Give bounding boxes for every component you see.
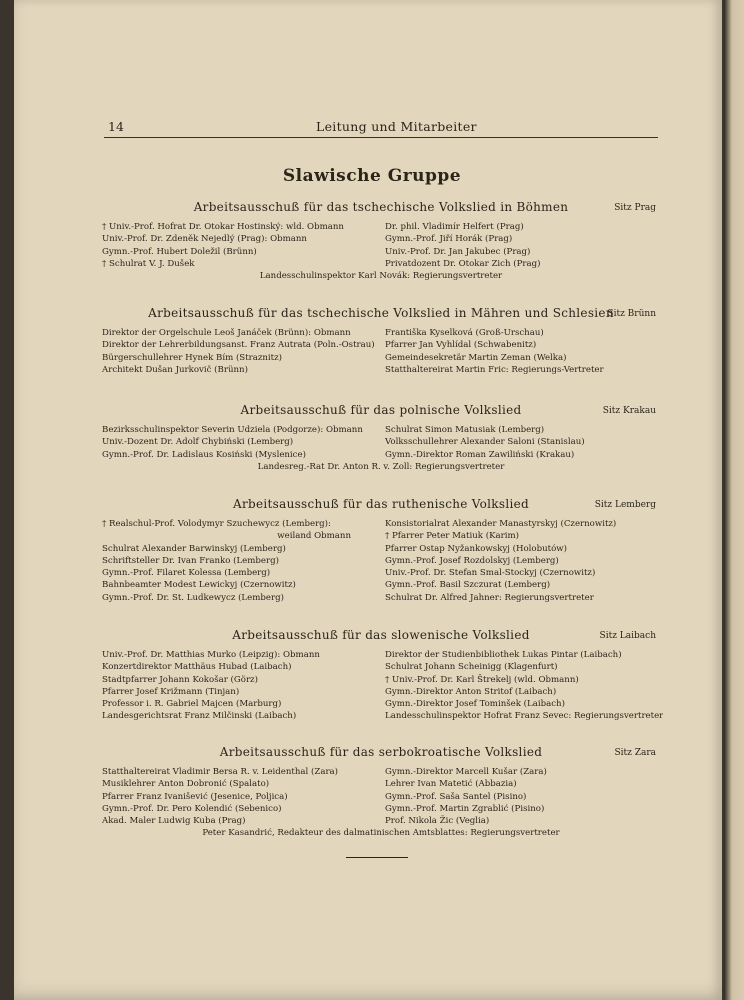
group-title: Slawische Gruppe <box>282 166 462 186</box>
committee-heading <box>102 498 660 518</box>
member-entry: Gymn.-Direktor Josef Tominšek (Laibach) <box>385 699 565 710</box>
committee-title: Arbeitsausschuß für das ruthenische Volkslied <box>233 497 529 511</box>
government-representative: Landesreg.-Rat Dr. Anton R. v. Zoll: Regierungsvertreter <box>257 461 505 472</box>
committee-section <box>102 628 664 723</box>
member-entry: Konsistorialrat Alexander Manastyrskyj (Czernowitz) <box>385 519 617 529</box>
member-entry: Gymn.-Prof. Basil Szczurat (Lemberg) <box>385 580 551 591</box>
page-number: 14 <box>108 119 124 134</box>
member-entry: Bürgerschullehrer Hynek Bím (Straznitz) <box>102 352 283 363</box>
committee-title: Arbeitsausschuß für das tschechische Volkslied in Mähren und Schlesien <box>148 306 614 320</box>
member-entry: Gemeindesekretär Martin Zeman (Welka) <box>385 352 567 363</box>
member-entry: Landesschulinspektor Hofrat Franz Sevec: Regierungsvertreter <box>385 711 664 722</box>
page-header <box>104 117 658 138</box>
member-entry: Pfarrer Josef Križmann (Tinjan) <box>102 686 240 697</box>
member-entry: Konzertdirektor Matthäus Hubad (Laibach) <box>102 662 292 673</box>
member-entry: † Pfarrer Peter Matiuk (Karim) <box>385 531 519 542</box>
member-entry: Gymn.-Prof. Dr. Pero Kolendić (Sebenico) <box>102 803 282 814</box>
member-entry: Gymn.-Direktor Roman Zawiliński (Krakau) <box>385 449 575 460</box>
committee-heading <box>102 404 660 424</box>
member-entry: Gymn.-Prof. Martin Zgrablić (Pisino) <box>385 803 545 814</box>
committee-seat: Sitz Lemberg <box>594 500 656 510</box>
member-entry: Gymn.-Prof. Dr. St. Ludkewycz (Lemberg) <box>102 592 284 603</box>
member-entry: Univ.-Dozent Dr. Adolf Chybiński (Lemberg) <box>102 437 294 448</box>
member-entry: Professor i. R. Gabriel Majcen (Marburg) <box>102 699 282 710</box>
member-entry: † Realschul-Prof. Volodymyr Szuchewycz (Lemberg): <box>102 519 331 529</box>
committee-title: Arbeitsausschuß für das slowenische Volkslied <box>232 628 530 642</box>
member-entry: Statthaltereirat Vladimir Bersa R. v. Leidenthal (Zara) <box>102 767 339 777</box>
member-entry: Schulrat Alexander Barwinskyj (Lemberg) <box>102 543 286 554</box>
committee-seat: Sitz Krakau <box>602 406 656 416</box>
member-entry: Schulrat Johann Scheinigg (Klagenfurt) <box>385 662 558 673</box>
member-entry: Gymn.-Prof. Filaret Kolessa (Lemberg) <box>102 568 271 579</box>
member-entry: Schriftsteller Dr. Ivan Franko (Lemberg) <box>102 555 279 566</box>
member-entry: † Univ.-Prof. Dr. Karl Štrekelj (wld. Obmann) <box>385 674 579 685</box>
member-entry: Pfarrer Ostap Nyžankowskyj (Holobutów) <box>385 543 567 554</box>
member-column-right <box>381 424 660 461</box>
member-column-right <box>381 327 660 376</box>
member-column-right <box>381 649 663 723</box>
member-entry: Musiklehrer Anton Dobronić (Spalato) <box>102 779 270 790</box>
member-entry: Gymn.-Direktor Marcell Kušar (Zara) <box>385 767 547 777</box>
member-entry: Gymn.-Prof. Jiří Horák (Prag) <box>385 234 513 245</box>
member-entry: Univ.-Prof. Dr. Matthias Murko (Leipzig): Obmann <box>102 650 320 660</box>
member-entry: Bahnbeamter Modest Lewickyj (Czernowitz) <box>102 580 296 591</box>
member-entry: Gymn.-Prof. Dr. Ladislaus Kosiński (Myslenice) <box>102 449 306 460</box>
member-entry: Univ.-Prof. Dr. Jan Jakubec (Prag) <box>385 246 531 257</box>
committee-seat: Sitz Laibach <box>599 631 656 641</box>
running-title: Leitung und Mitarbeiter <box>316 119 477 134</box>
member-entry: Statthaltereirat Martin Fric: Regierungs-Vertreter <box>385 364 604 375</box>
government-representative: Landesschulinspektor Karl Novák: Regierungsvertreter <box>259 271 503 282</box>
committee-section <box>102 404 660 473</box>
committee-section <box>102 498 660 604</box>
member-column-right <box>381 766 660 827</box>
member-entry: Landesgerichtsrat Franz Milčinski (Laibach) <box>102 711 297 722</box>
member-column-left <box>102 518 381 604</box>
member-entry: Volksschullehrer Alexander Saloni (Stanislau) <box>385 437 585 448</box>
committee-seat: Sitz Zara <box>614 748 656 758</box>
committee-section <box>102 746 660 840</box>
member-entry: † Univ.-Prof. Hofrat Dr. Otokar Hostinský: wld. Obmann <box>102 222 344 232</box>
closing-rule <box>346 857 408 858</box>
committee-heading <box>102 746 660 766</box>
member-entry: † Schulrat V. J. Dušek <box>102 258 195 269</box>
committee-seat: Sitz Prag <box>614 203 656 213</box>
member-entry: Františka Kyselková (Groß-Urschau) <box>385 328 544 338</box>
committee-title: Arbeitsausschuß für das tschechische Volkslied in Böhmen <box>193 200 569 214</box>
member-entry: Akad. Maler Ludwig Kuba (Prag) <box>102 816 246 827</box>
member-entry: Privatdozent Dr. Otokar Zich (Prag) <box>385 258 541 269</box>
member-entry: Dr. phil. Vladimír Helfert (Prag) <box>385 222 524 232</box>
member-column-left <box>102 766 381 827</box>
member-entry: weiland Obmann <box>277 531 351 542</box>
committee-title: Arbeitsausschuß für das polnische Volkslied <box>240 403 522 417</box>
member-column-left <box>102 649 381 723</box>
member-column-right <box>381 221 660 270</box>
member-entry: Stadtpfarrer Johann Kokošar (Görz) <box>102 674 258 685</box>
member-entry: Architekt Dušan Jurkovič (Brünn) <box>102 364 248 375</box>
member-entry: Univ.-Prof. Dr. Stefan Smal-Stockyj (Czernowitz) <box>385 568 596 579</box>
member-column-left <box>102 327 381 376</box>
member-entry: Gymn.-Prof. Josef Rozdolskyj (Lemberg) <box>385 555 559 566</box>
government-representative: Peter Kasandrić, Redakteur des dalmatinischen Amtsblattes: Regierungsvertreter <box>202 828 560 839</box>
member-entry: Pfarrer Jan Vyhlídal (Schwabenitz) <box>385 340 537 351</box>
member-entry: Prof. Nikola Žic (Veglia) <box>385 816 490 827</box>
member-column-right <box>381 518 660 604</box>
member-entry: Pfarrer Franz Ivanišević (Jesenice, Poljica) <box>102 791 288 802</box>
committee-seat: Sitz Brünn <box>607 309 656 319</box>
member-entry: Direktor der Studienbibliothek Lukas Pintar (Laibach) <box>385 650 622 660</box>
member-entry: Gymn.-Prof. Saša Santel (Pisino) <box>385 791 527 802</box>
committee-heading <box>102 307 660 327</box>
member-entry: Bezirksschulinspektor Severin Udziela (Podgorze): Obmann <box>102 425 363 435</box>
member-entry: Univ.-Prof. Dr. Zdeněk Nejedlý (Prag): Obmann <box>102 234 307 245</box>
member-entry: Gymn.-Prof. Hubert Doležil (Brünn) <box>102 246 257 257</box>
member-entry: Direktor der Orgelschule Leoš Janáček (Brünn): Obmann <box>102 328 351 338</box>
committee-section <box>102 307 660 376</box>
committee-heading <box>102 629 660 649</box>
committee-heading <box>102 201 660 221</box>
member-column-left <box>102 424 381 461</box>
member-entry: Schulrat Simon Matusiak (Lemberg) <box>385 425 545 435</box>
next-page-edge <box>724 0 744 1000</box>
committee-title: Arbeitsausschuß für das serbokroatische Volkslied <box>219 745 543 759</box>
member-entry: Direktor der Lehrerbildungsanst. Franz Autrata (Poln.-Ostrau) <box>102 340 375 351</box>
member-entry: Gymn.-Direktor Anton Stritof (Laibach) <box>385 686 557 697</box>
member-entry: Lehrer Ivan Matetić (Abbazia) <box>385 779 517 790</box>
committee-section <box>102 201 660 282</box>
member-column-left <box>102 221 381 270</box>
member-entry: Schulrat Dr. Alfred Jahner: Regierungsvertreter <box>385 592 594 603</box>
